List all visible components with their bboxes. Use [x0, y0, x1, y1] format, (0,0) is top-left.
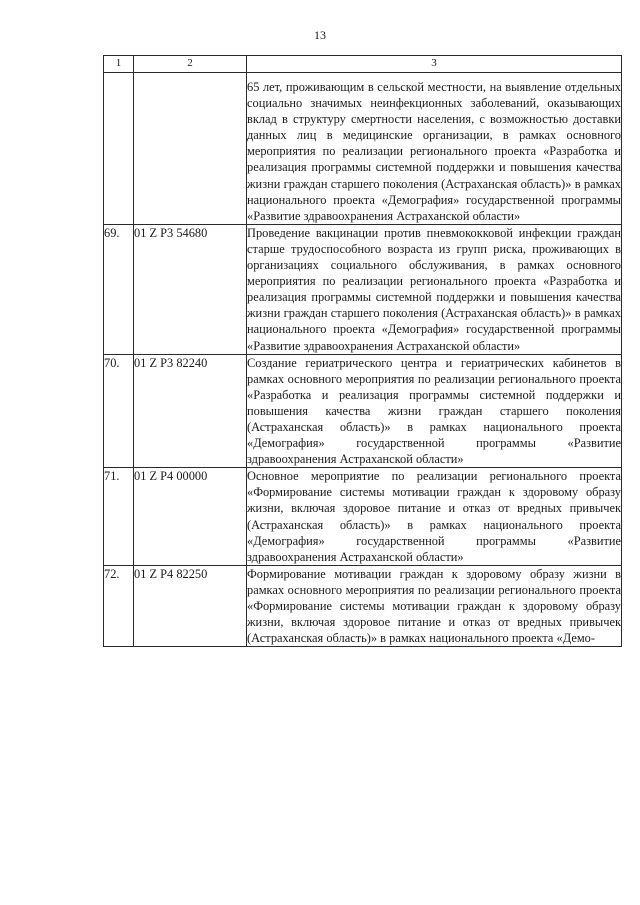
row-number: 69. [104, 224, 134, 354]
row-number [104, 73, 134, 225]
table-row [104, 73, 622, 225]
table-row [104, 468, 622, 566]
row-number: 72. [104, 565, 134, 646]
row-description: Формирование мотивации граждан к здоровому образу жизни в рамках основного мероприятия по реализации регионального проекта «Формирование системы мотивации граждан к здоровому образу жизни, включая здоровое питание и отказ от вредных привычек (Астраханская область)» в рамках национального проекта «Демо- [247, 566, 621, 646]
column-header-3: 3 [247, 56, 622, 73]
classification-code: 01 Z P4 82250 [134, 565, 247, 646]
row-number: 71. [104, 468, 134, 566]
classification-code: 01 Z P4 00000 [134, 468, 247, 566]
table-header-row [104, 56, 622, 73]
row-description: Проведение вакцинации против пневмококковой инфекции граждан старше трудоспособного возраста из групп риска, проживающих в организациях социального обслуживания, в рамках основного мероприятия по реализации регионального проекта «Разработка и реализация программы системной поддержки и повышения качества жизни граждан старшего поколения (Астраханская область)» в рамках национального проекта «Демография» государственной программы «Развитие здравоохранения Астраханской области» [247, 225, 621, 353]
row-description: 65 лет, проживающим в сельской местности, на выявление отдельных социально значимых неинфекционных заболеваний, оказывающих вклад в структуру смертности населения, с возможностью доставки данных лиц в медицинские организации, в рамках основного мероприятия по реализации регионального проекта «Разработка и реализация программы системной поддержки и повышения качества жизни граждан старшего поколения (Астраханская область)» в рамках национального проекта «Демография» государственной программы «Развитие здравоохранения Астраханской области» [247, 73, 622, 225]
table-row [104, 224, 622, 354]
column-header-1: 1 [104, 56, 134, 73]
row-description: Создание гериатрического центра и гериатрических кабинетов в рамках основного мероприятия по реализации регионального проекта «Разработка и реализация программы системной поддержки и повышения качества жизни граждан старшего поколения (Астраханская область)» в рамках национального проекта «Демография» государственной программы «Развитие здравоохранения Астраханской области» [247, 355, 621, 467]
column-header-2: 2 [134, 56, 247, 73]
table-row [104, 565, 622, 646]
table-row [104, 354, 622, 468]
classification-code: 01 Z P3 54680 [134, 224, 247, 354]
classification-code [134, 73, 247, 225]
row-number: 70. [104, 354, 134, 468]
classification-code: 01 Z P3 82240 [134, 354, 247, 468]
page-number: 13 [314, 28, 326, 42]
budget-classification-table [103, 55, 622, 647]
row-description: Основное мероприятие по реализации регионального проекта «Формирование системы мотивации граждан к здоровому образу жизни, включая здоровое питание и отказ от вредных привычек (Астраханская область)» в рамках национального проекта «Демография» государственной программы «Развитие здравоохранения Астраханской области» [247, 469, 621, 564]
